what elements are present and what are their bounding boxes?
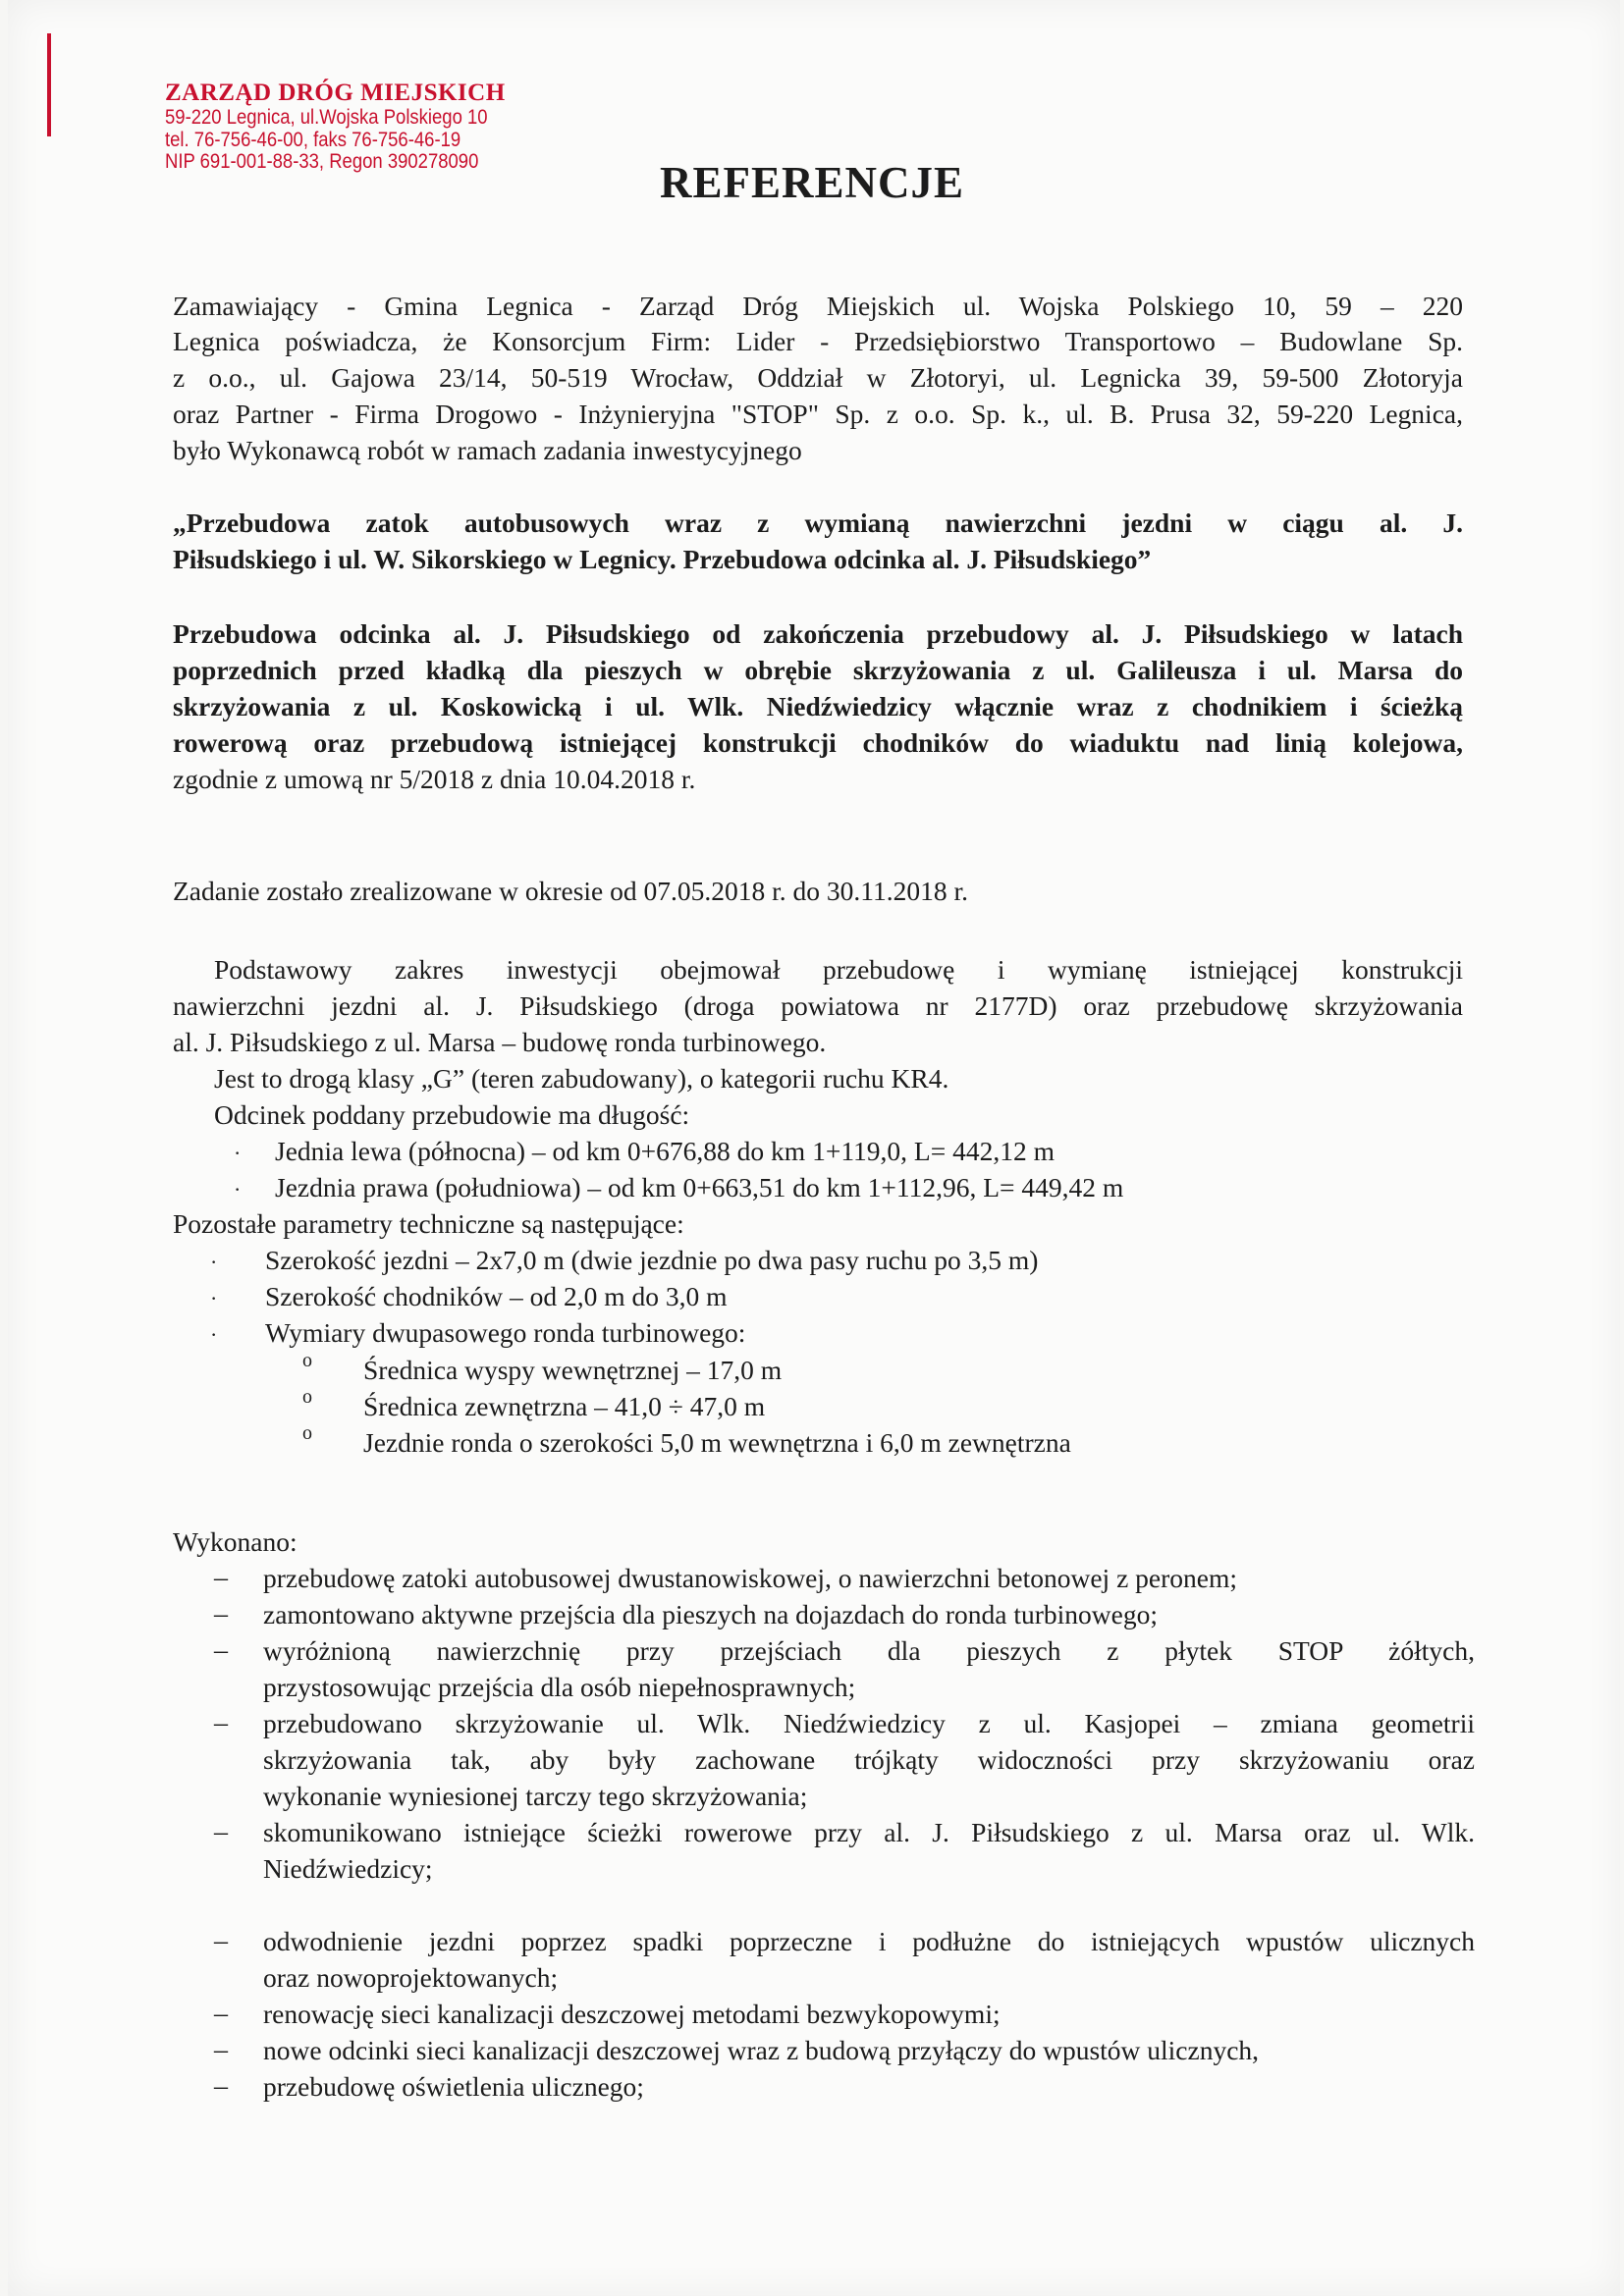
issuer-stamp	[165, 80, 540, 173]
intro-line: Zamawiający - Gmina Legnica - Zarząd Dróg Miejskich ul. Wojska Polskiego 10, 59 – 220	[173, 291, 1463, 321]
basic-line: nawierzchni jezdni al. J. Piłsudskiego (droga powiatowa nr 2177D) oraz przebudowę skrzyżowania	[173, 990, 1463, 1021]
params-heading: Pozostałe parametry techniczne są następujące:	[173, 1208, 684, 1239]
param-carriageway-width: Szerokość jezdni – 2x7,0 m (dwie jezdnie po dwa pasy ruchu po 3,5 m)	[265, 1245, 1039, 1275]
param-roundabout-heading: Wymiary dwupasowego ronda turbinowego:	[265, 1317, 746, 1348]
basic-line: Podstawowy zakres inwestycji obejmował przebudowę i wymianę istniejącej konstrukcji	[214, 954, 1463, 985]
completed-heading: Wykonano:	[173, 1526, 298, 1557]
completed-item-continuation: oraz nowoprojektowanych;	[263, 1962, 559, 1993]
dash-bullet-icon: –	[214, 1926, 228, 1956]
param-sidewalk-width: Szerokość chodników – od 2,0 m do 3,0 m	[265, 1281, 728, 1311]
dash-bullet-icon: –	[214, 1817, 228, 1847]
roundabout-inner-island: Średnica wyspy wewnętrznej – 17,0 m	[363, 1355, 783, 1385]
task-title-line: Piłsudskiego i ul. W. Sikorskiego w Legnicy. Przebudowa odcinka al. J. Piłsudskiego”	[173, 544, 1152, 574]
completed-item: zamontowano aktywne przejścia dla pieszych na dojazdach do ronda turbinowego;	[263, 1599, 1158, 1629]
scope-line: skrzyżowania z ul. Koskowicką i ul. Wlk. Niedźwiedzicy włącznie wraz z chodnikiem i ścieżką	[173, 691, 1463, 721]
stamp-org-name: ZARZĄD DRÓG MIEJSKICH	[165, 80, 506, 106]
bullet-icon: ·	[234, 1177, 242, 1201]
road-class-line: Jest to drogą klasy „G” (teren zabudowany), o kategorii ruchu KR4.	[214, 1063, 949, 1094]
scope-line: rowerową oraz przebudową istniejącej konstrukcji chodników do wiaduktu nad linią kolejowa,	[173, 727, 1463, 758]
intro-line: Legnica poświadcza, że Konsorcjum Firm: Lider - Przedsiębiorstwo Transportowo – Budowlane Sp.	[173, 326, 1463, 356]
dash-bullet-icon: –	[214, 2071, 228, 2102]
length-right-carriageway: Jezdnia prawa (południowa) – od km 0+663,51 do km 1+112,96, L= 449,42 m	[275, 1172, 1124, 1202]
bullet-icon: ·	[234, 1141, 242, 1165]
roundabout-lane-width: Jezdnie ronda o szerokości 5,0 m wewnętrzna i 6,0 m zewnętrzna	[363, 1427, 1071, 1458]
stamp-phone: tel. 76-756-46-00, faks 76-756-46-19	[165, 127, 461, 151]
dash-bullet-icon: –	[214, 1708, 228, 1738]
scope-line: Przebudowa odcinka al. J. Piłsudskiego od zakończenia przebudowy al. J. Piłsudskiego w latach	[173, 618, 1463, 649]
completed-item-continuation: Niedźwiedzicy;	[263, 1853, 433, 1884]
completed-item-continuation: wykonanie wyniesionej tarczy tego skrzyżowania;	[263, 1781, 808, 1811]
completed-item-continuation: przystosowując przejścia dla osób niepełnosprawnych;	[263, 1672, 856, 1702]
margin-mark	[47, 33, 51, 136]
dash-bullet-icon: –	[214, 1999, 228, 2029]
completed-item-continuation: skrzyżowania tak, aby były zachowane trójkąty widoczności przy skrzyżowaniu oraz	[263, 1744, 1475, 1775]
completed-item: przebudowano skrzyżowanie ul. Wlk. Niedźwiedzicy z ul. Kasjopei – zmiana geometrii	[263, 1708, 1475, 1738]
bullet-icon: ·	[210, 1250, 218, 1274]
completed-item: wyróżnioną nawierzchnię przy przejściach dla pieszych z płytek STOP żółtych,	[263, 1635, 1475, 1666]
length-heading: Odcinek poddany przebudowie ma długość:	[214, 1099, 690, 1130]
degree-bullet-icon: o	[302, 1350, 312, 1371]
intro-line: było Wykonawcą robót w ramach zadania inwestycyjnego	[173, 435, 802, 465]
scope-line: poprzednich przed kładką dla pieszych w obrębie skrzyżowania z ul. Galileusza i ul. Marsa do	[173, 655, 1463, 685]
completed-item: renowację sieci kanalizacji deszczowej metodami bezwykopowymi;	[263, 1999, 1001, 2029]
basic-line: al. J. Piłsudskiego z ul. Marsa – budowę ronda turbinowego.	[173, 1027, 827, 1057]
intro-line: z o.o., ul. Gajowa 23/14, 50-519 Wrocław, Oddział w Złotoryi, ul. Legnicka 39, 59-500 Złotoryja	[173, 362, 1463, 393]
bullet-icon: ·	[210, 1322, 218, 1347]
bullet-icon: ·	[210, 1286, 218, 1310]
completed-item: skomunikowano istniejące ścieżki rowerowe przy al. J. Piłsudskiego z ul. Marsa oraz ul. Wlk.	[263, 1817, 1475, 1847]
roundabout-outer-diameter: Średnica zewnętrzna – 41,0 ÷ 47,0 m	[363, 1391, 766, 1421]
dash-bullet-icon: –	[214, 1563, 228, 1593]
document-title: REFERENCJE	[660, 158, 965, 207]
stamp-ids: NIP 691-001-88-33, Regon 390278090	[165, 149, 479, 174]
degree-bullet-icon: o	[302, 1422, 312, 1444]
degree-bullet-icon: o	[302, 1386, 312, 1408]
dash-bullet-icon: –	[214, 2035, 228, 2065]
stamp-address: 59-220 Legnica, ul.Wojska Polskiego 10	[165, 105, 488, 130]
completed-item: przebudowę zatoki autobusowej dwustanowiskowej, o nawierzchni betonowej z peronem;	[263, 1563, 1238, 1593]
contract-line: zgodnie z umową nr 5/2018 z dnia 10.04.2018 r.	[173, 764, 696, 794]
dash-bullet-icon: –	[214, 1635, 228, 1666]
completed-item: nowe odcinki sieci kanalizacji deszczowej wraz z budową przyłączy do wpustów ulicznych,	[263, 2035, 1260, 2065]
intro-line: oraz Partner - Firma Drogowo - Inżynieryjna "STOP" Sp. z o.o. Sp. k., ul. B. Prusa 32, 59-220 Legnica,	[173, 399, 1463, 429]
completed-item: odwodnienie jezdni poprzez spadki poprzeczne i podłużne do istniejących wpustów ulicznych	[263, 1926, 1475, 1956]
execution-period: Zadanie zostało zrealizowane w okresie od 07.05.2018 r. do 30.11.2018 r.	[173, 876, 969, 906]
length-left-carriageway: Jednia lewa (północna) – od km 0+676,88 do km 1+119,0, L= 442,12 m	[275, 1136, 1056, 1166]
task-title-line: „Przebudowa zatok autobusowych wraz z wymianą nawierzchni jezdni w ciągu al. J.	[173, 507, 1463, 538]
dash-bullet-icon: –	[214, 1599, 228, 1629]
completed-item: przebudowę oświetlenia ulicznego;	[263, 2071, 644, 2102]
